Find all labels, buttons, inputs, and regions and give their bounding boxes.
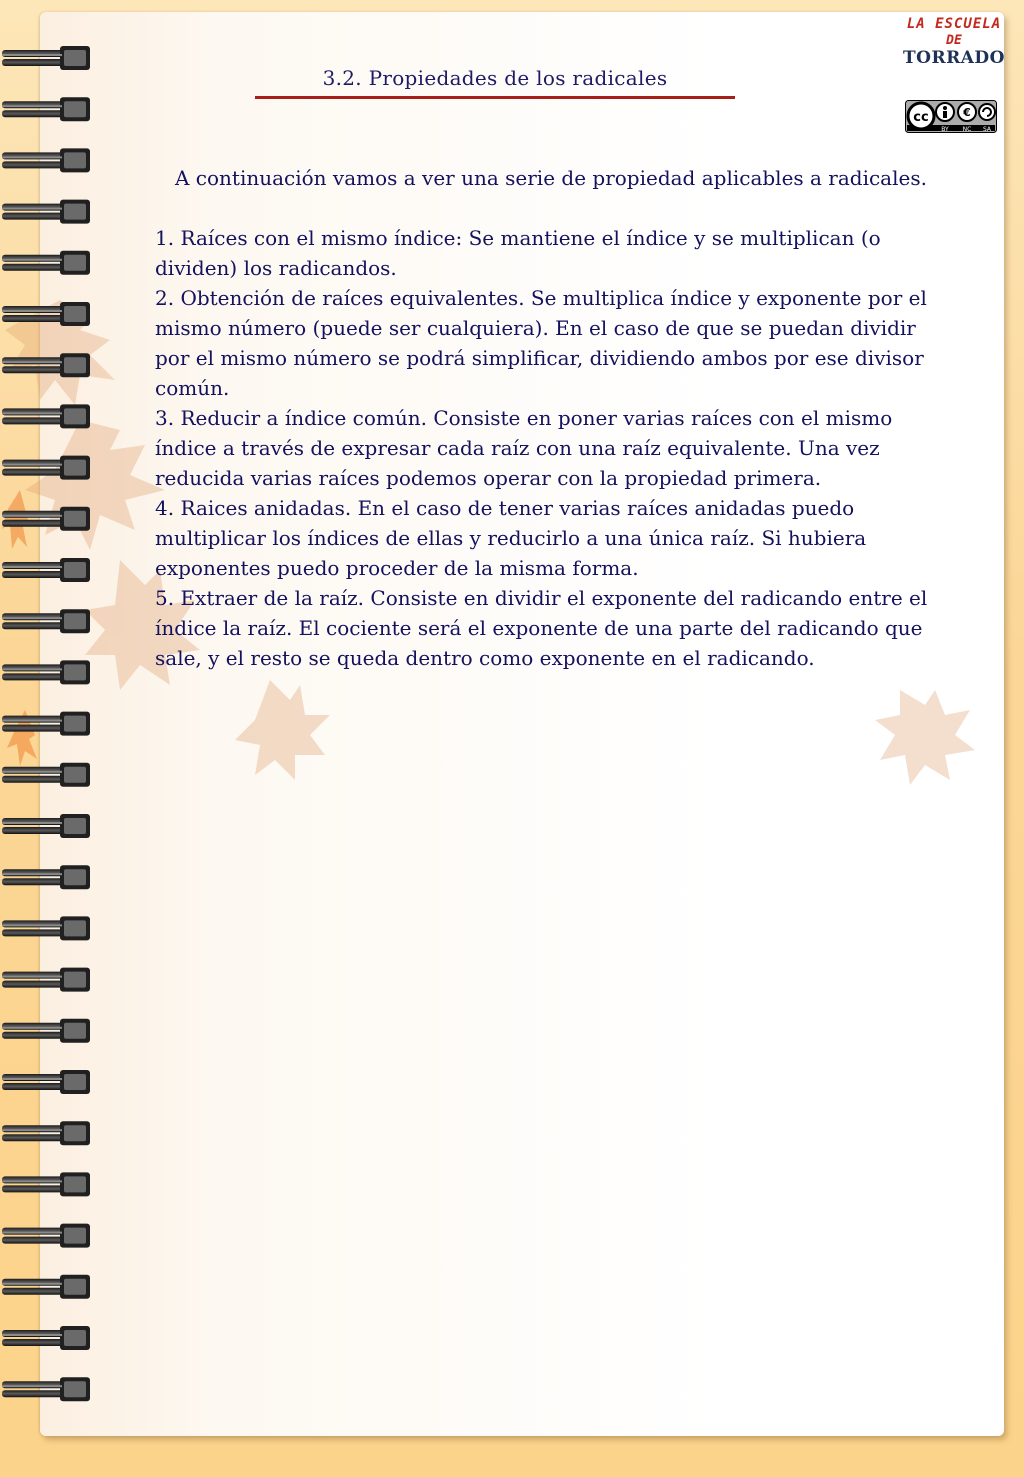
sa-label: SA	[982, 126, 992, 133]
spiral-binding	[0, 44, 95, 1404]
title-underline	[255, 96, 735, 99]
property-item-5: 5. Extraer de la raíz. Consiste en dividir el exponente del radicando entre el índice la raíz. El cociente será el exponente de una parte del radicando que sale, y el resto se queda dentro como exponente en el radicando.	[155, 586, 928, 670]
spiral-ring	[2, 353, 90, 377]
spiral-ring	[2, 1172, 90, 1196]
spiral-ring	[2, 302, 90, 326]
spiral-ring	[2, 1121, 90, 1145]
spiral-ring	[2, 148, 90, 172]
creative-commons-badge[interactable]	[905, 100, 997, 133]
spiral-ring	[2, 968, 90, 992]
spiral-ring	[2, 456, 90, 480]
property-item-2: 2. Obtención de raíces equivalentes. Se multiplica índice y exponente por el mismo número (puede ser cualquiera). En el caso de que se puedan dividir por el mismo número se podrá simplificar, dividiendo ambos por ese divisor común.	[155, 286, 927, 400]
spiral-ring	[2, 814, 90, 838]
property-item-1: 1. Raíces con el mismo índice: Se mantiene el índice y se multiplican (o dividen) los radicandos.	[155, 226, 881, 280]
logo-line-2: DE	[946, 33, 962, 48]
spiral-ring	[2, 916, 90, 940]
spiral-ring	[2, 763, 90, 787]
spiral-ring	[2, 1377, 90, 1401]
spiral-ring	[2, 200, 90, 224]
main-content	[155, 163, 955, 673]
spiral-ring	[2, 1224, 90, 1248]
spiral-ring	[2, 1070, 90, 1094]
spiral-ring	[2, 712, 90, 736]
spiral-ring	[2, 558, 90, 582]
logo-line-1: LA ESCUELA	[906, 16, 1002, 32]
logo-line-3: TORRADO	[903, 48, 1005, 68]
cc-icon: cc	[913, 110, 929, 125]
sa-icon	[979, 104, 995, 120]
spiral-ring	[2, 660, 90, 684]
spiral-ring	[2, 1326, 90, 1350]
property-item-3: 3. Reducir a índice común. Consiste en poner varias raíces con el mismo índice a través de expresar cada raíz con una raíz equivalente. Una vez reducida varias raíces podemos operar con la propiedad primera.	[155, 406, 893, 490]
spiral-ring	[2, 507, 90, 531]
svg-text:€: €	[963, 106, 971, 119]
spiral-ring	[2, 1275, 90, 1299]
by-label: BY	[941, 126, 949, 133]
spiral-ring	[2, 251, 90, 275]
nc-label: NC	[962, 126, 972, 133]
spiral-ring	[2, 404, 90, 428]
property-item-4: 4. Raices anidadas. En el caso de tener varias raíces anidadas puedo multiplicar los índices de ellas y reducirlo a una única raíz. Si hubiera exponentes puedo proceder de la misma forma.	[155, 496, 867, 580]
intro-paragraph: A continuación vamos a ver una serie de propiedad aplicables a radicales.	[175, 166, 927, 190]
spiral-ring	[2, 1019, 90, 1043]
spiral-ring	[2, 97, 90, 121]
school-logo	[902, 16, 1006, 68]
spiral-ring	[2, 46, 90, 70]
spiral-ring	[2, 609, 90, 633]
spiral-ring	[2, 865, 90, 889]
page-title: 3.2. Propiedades de los radicales	[322, 66, 668, 90]
